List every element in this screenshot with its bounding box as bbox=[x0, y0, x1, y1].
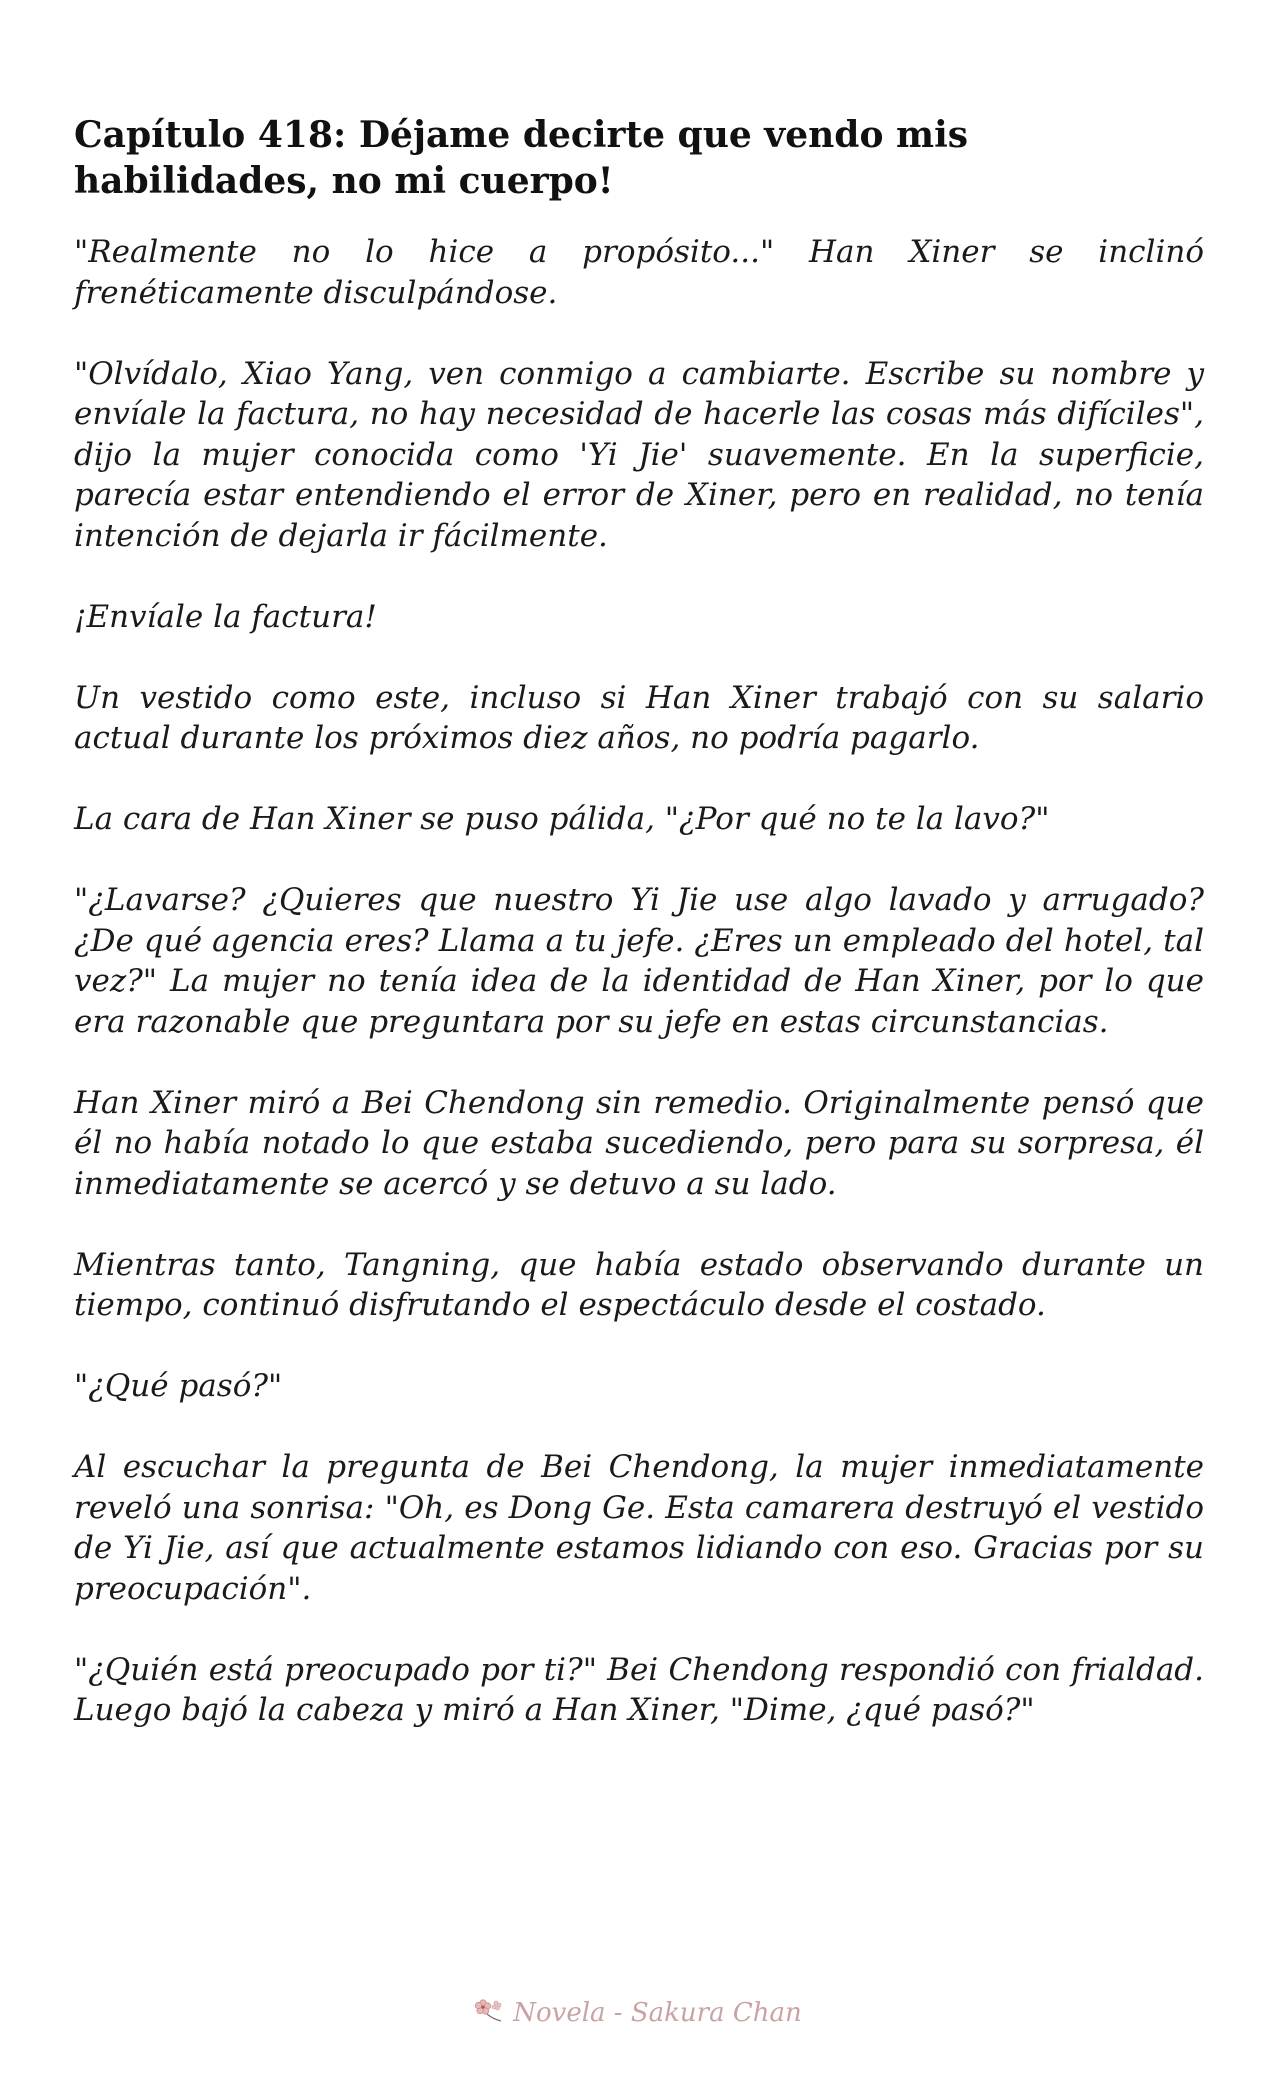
paragraph: "Olvídalo, Xiao Yang, ven conmigo a cambiarte. Escribe su nombre y envíale la factura, no hay necesidad de hacerle las cosas más difíciles", dijo la mujer conocida como 'Yi Jie' suavemente. En la superficie, parecía estar entendiendo el error de Xiner, pero en realidad, no tenía intención de dejarla ir fácilmente. bbox=[74, 355, 1204, 554]
paragraph: Mientras tanto, Tangning, que había estado observando durante un tiempo, continuó disfrutando el espectáculo desde el costado. bbox=[74, 1246, 1204, 1323]
paragraph: "¿Qué pasó?" bbox=[74, 1368, 283, 1404]
paragraph: Al escuchar la pregunta de Bei Chendong, la mujer inmediatamente reveló una sonrisa: "Oh, es Dong Ge. Esta camarera destruyó el vestido de Yi Jie, así que actualmente estamos lidiando con eso. Gracias por su preocupación". bbox=[74, 1449, 1204, 1607]
paragraph: "¿Lavarse? ¿Quieres que nuestro Yi Jie use algo lavado y arrugado? ¿De qué agencia eres? Llama a tu jefe. ¿Eres un empleado del hotel, tal vez?" La mujer no tenía idea de la identidad de Han Xiner, por lo que era razonable que preguntara por su jefe en estas circunstancias. bbox=[74, 882, 1204, 1040]
paragraph: ¡Envíale la factura! bbox=[74, 598, 377, 635]
paragraph: "Realmente no lo hice a propósito..." Han Xiner se inclinó frenéticamente disculpándose. bbox=[74, 234, 1204, 311]
footer-watermark bbox=[0, 1995, 1275, 2030]
paragraph: La cara de Han Xiner se puso pálida, "¿Por qué no te la lavo?" bbox=[74, 801, 1050, 837]
paragraph: "¿Quién está preocupado por ti?" Bei Chendong respondió con frialdad. Luego bajó la cabeza y miró a Han Xiner, "Dime, ¿qué pasó?" bbox=[74, 1651, 1204, 1728]
watermark-text: Novela - Sakura Chan bbox=[513, 1997, 802, 2028]
sakura-blossom-icon bbox=[473, 1995, 507, 2030]
chapter-title: Capítulo 418: Déjame decirte que vendo mis habilidades, no mi cuerpo! bbox=[74, 114, 969, 202]
document-page bbox=[74, 112, 1204, 1771]
watermark bbox=[473, 1995, 802, 2030]
paragraph: Un vestido como este, incluso si Han Xiner trabajó con su salario actual durante los próximos diez años, no podría pagarlo. bbox=[74, 679, 1204, 756]
paragraph: Han Xiner miró a Bei Chendong sin remedio. Originalmente pensó que él no había notado lo que estaba sucediendo, pero para su sorpresa, él inmediatamente se acercó y se detuvo a su lado. bbox=[74, 1084, 1204, 1202]
